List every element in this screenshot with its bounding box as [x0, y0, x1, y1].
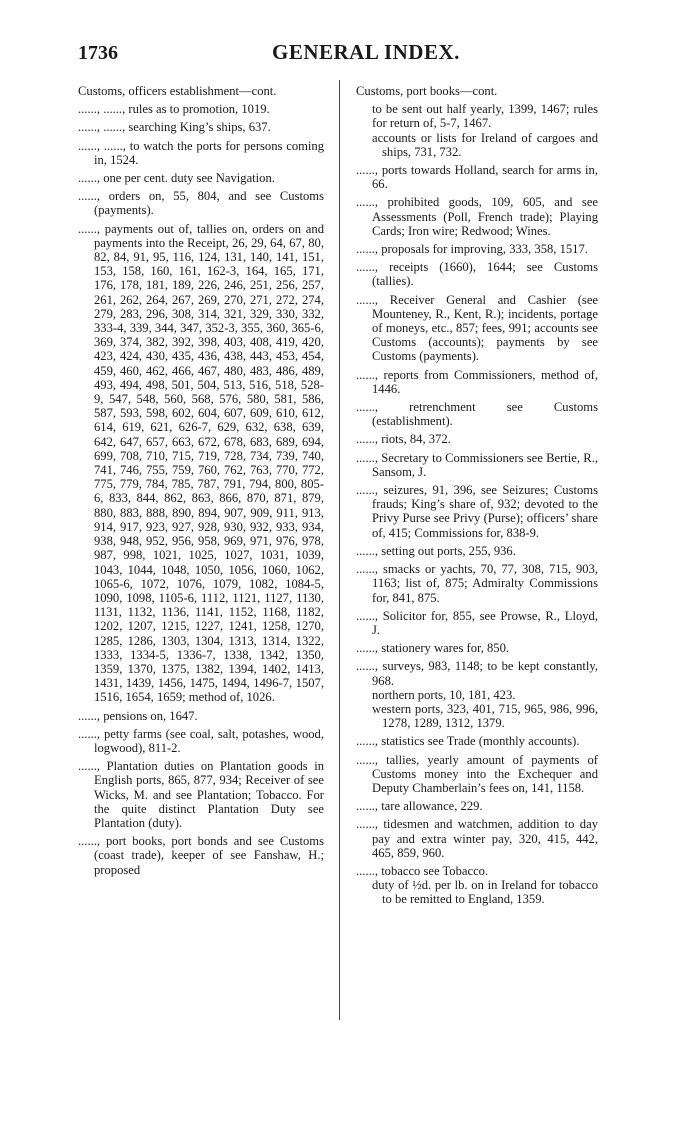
index-entry: ......, proposals for improving, 333, 358, 1517.: [356, 242, 588, 257]
tobacco-entry: [356, 864, 598, 907]
index-entry: ......, smacks or yachts, 70, 77, 308, 715, 903, 1163; list of, 875; Admiralty Commissions for, 841, 875.: [356, 562, 598, 605]
index-entry: ......, stationery wares for, 850.: [356, 641, 510, 656]
surveys-entry: [356, 659, 598, 730]
index-entry: ......, Receiver General and Cashier (see Mounteney, R., Kent, R.); incidents, portage of moneys, etc., 857; fees, 991; accounts see Customs (accounts); payments by see Customs (payments).: [356, 292, 598, 364]
index-entry: ......, Solicitor for, 855, see Prowse, R., Lloyd, J.: [356, 608, 598, 637]
index-entry: ......, ......, rules as to promotion, 1019.: [78, 102, 270, 117]
index-entry: ......, prohibited goods, 109, 605, and see Assessments (Poll, French trade); Playing Cards; Iron wire; Redwood; Wines.: [356, 195, 598, 238]
right-column-heading: Customs, port books—cont.: [356, 84, 498, 98]
page-header: [78, 38, 658, 66]
index-entry: ......, setting out ports, 255, 936.: [356, 543, 516, 558]
index-entry: ......, ......, to watch the ports for persons coming in, 1524.: [78, 138, 324, 167]
left-column: [78, 84, 324, 881]
index-entry: ......, tidesmen and watchmen, addition to day pay and extra winter pay, 320, 415, 442, 465, 859, 960.: [356, 817, 598, 860]
index-entry: ......, one per cent. duty see Navigation.: [78, 171, 275, 186]
index-entry: ......, port books, port bonds and see Customs (coast trade), keeper of see Fanshaw, H.; proposed: [78, 834, 324, 877]
column-divider: [339, 80, 340, 1020]
sub-entry: accounts or lists for Ireland of cargoes and ships, 731, 732.: [372, 130, 598, 159]
index-entry: ......, tobacco see Tobacco.: [356, 863, 489, 878]
index-entry: ......, reports from Commissioners, method of, 1446.: [356, 367, 598, 396]
index-entry: ......, seizures, 91, 396, see Seizures; Customs frauds; King’s share of, 932; devoted to the Privy Purse see Privy (Purse); officers’ share of, 415; Commissions for, 838-9.: [356, 483, 598, 540]
index-entry: ......, retrenchment see Customs (establishment).: [356, 400, 598, 429]
index-entry: ......, Plantation duties on Plantation goods in English ports, 865, 877, 934; Receiver of see Wicks, M. and see Plantation; Tobacco. For the quite distinct Plantation Duty see Plantation (duty).: [78, 759, 324, 830]
continued-entry: [356, 102, 598, 159]
index-entry: ......, riots, 84, 372.: [356, 432, 451, 447]
index-entry: ......, surveys, 983, 1148; to be kept constantly, 968.: [356, 659, 598, 688]
index-entry: ......, pensions on, 1647.: [78, 708, 198, 723]
index-entry: ......, statistics see Trade (monthly accounts).: [356, 734, 580, 749]
left-column-heading: Customs, officers establishment—cont.: [78, 84, 277, 98]
sub-entry: duty of ½d. per lb. on in Ireland for tobacco to be remitted to England, 1359.: [372, 878, 598, 907]
continued-text: to be sent out half yearly, 1399, 1467; rules for return of, 5-7, 1467.: [372, 102, 598, 131]
index-entry: ......, tallies, yearly amount of payments of Customs money into the Exchequer and Deputy Chamberlain’s fees on, 141, 1158.: [356, 752, 598, 795]
page-title: GENERAL INDEX.: [272, 40, 460, 64]
page-number: 1736: [78, 42, 118, 64]
index-entry: ......, tare allowance, 229.: [356, 799, 483, 814]
index-entry: ......, petty farms (see coal, salt, potashes, wood, logwood), 811-2.: [78, 726, 324, 755]
index-entry: ......, orders on, 55, 804, and see Customs (payments).: [78, 189, 324, 218]
sub-entry: western ports, 323, 401, 715, 965, 986, 996, 1278, 1289, 1312, 1379.: [372, 701, 598, 731]
index-entry: ......, receipts (1660), 1644; see Customs (tallies).: [356, 260, 598, 289]
index-entry: ......, ports towards Holland, search for arms in, 66.: [356, 163, 598, 192]
sub-entry: northern ports, 10, 181, 423.: [372, 687, 516, 702]
right-column: [356, 84, 598, 911]
index-entry: ......, ......, searching King’s ships, 637.: [78, 120, 271, 135]
index-entry: ......, Secretary to Commissioners see Bertie, R., Sansom, J.: [356, 450, 598, 479]
index-entry: ......, payments out of, tallies on, orders on and payments into the Receipt, 26, 29, 64, 67, 80, 82, 84, 91, 95, 116, 124, 131, 140, 141, 151, 153, 158, 160, 161, 162-3, 164, 165, 171, 176, 178, 181, 189, 226, 246, 251, 256, 257, 261, 262, 264, 267, 269, 270, 271, 272, 274, 279, 283, 296, 308, 314, 321, 329, 330, 332, 333-4, 339, 344, 347, 352-3, 355, 360, 365-6, 369, 374, 382, 392, 398, 403, 408, 419, 420, 423, 424, 430, 435, 436, 438, 443, 453, 454, 459, 460, 462, 466, 467, 480, 483, 486, 489, 493, 494, 498, 501, 504, 513, 516, 518, 528-9, 547, 548, 560, 568, 576, 580, 581, 586, 587, 593, 598, 602, 604, 607, 609, 610, 612, 614, 619, 621, 626-7, 629, 632, 638, 639, 642, 647, 657, 663, 672, 678, 683, 689, 694, 699, 708, 710, 715, 719, 728, 734, 739, 740, 741, 746, 755, 759, 760, 762, 763, 770, 772, 775, 779, 784, 785, 787, 791, 794, 800, 805-6, 833, 844, 862, 863, 866, 870, 871, 879, 880, 883, 888, 890, 894, 907, 909, 911, 913, 914, 917, 923, 927, 928, 930, 932, 933, 934, 938, 948, 952, 956, 958, 969, 971, 976, 978, 987, 998, 1021, 1025, 1027, 1031, 1039, 1043, 1044, 1048, 1050, 1056, 1060, 1062, 1065-6, 1072, 1076, 1079, 1082, 1084-5, 1090, 1098, 1105-6, 1112, 1121, 1127, 1130, 1131, 1132, 1136, 1141, 1152, 1168, 1182, 1202, 1207, 1215, 1227, 1241, 1258, 1270, 1285, 1286, 1303, 1304, 1313, 1314, 1322, 1333, 1334-5, 1336-7, 1338, 1342, 1350, 1359, 1370, 1375, 1382, 1394, 1402, 1413, 1431, 1439, 1456, 1475, 1494, 1496-7, 1507, 1516, 1654, 1659; method of, 1026.: [78, 221, 324, 705]
